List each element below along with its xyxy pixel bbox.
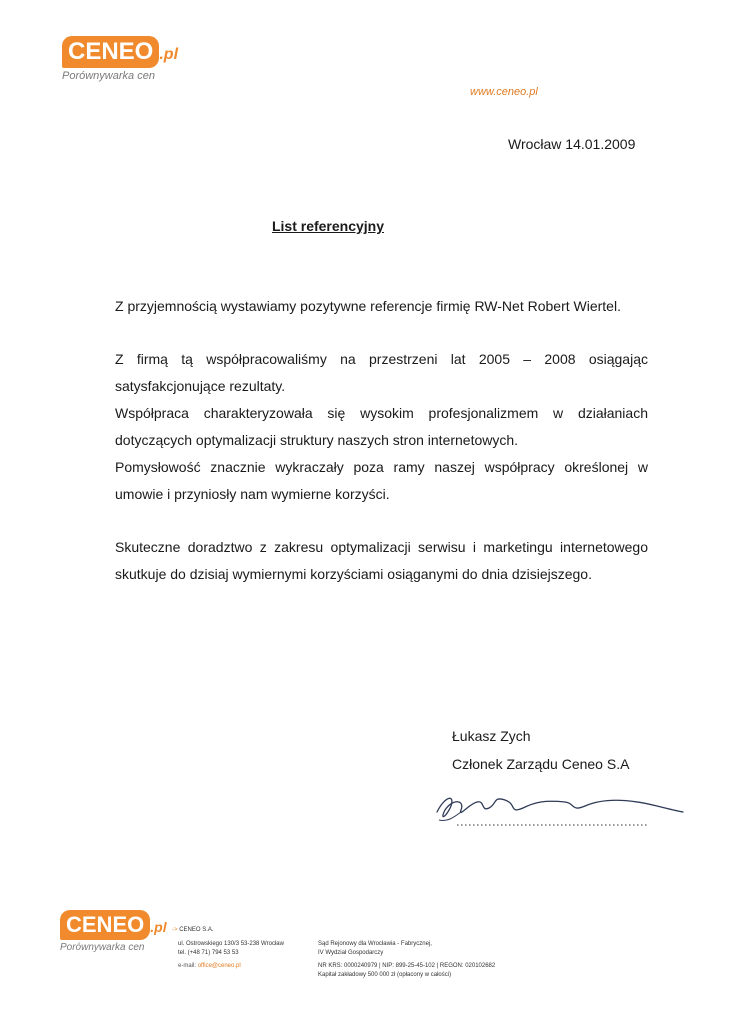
footer-address-block <box>178 940 284 958</box>
letter-title: List referencyjny <box>271 218 385 234</box>
cooperation-line-3: Pomysłowość znacznie wykraczały poza ramy naszej współpracy określonej w umowie i przyniosły nam wymierne korzyści. <box>115 459 648 502</box>
footer-address: ul. Ostrowskiego 130/3 53-238 Wrocław <box>178 941 284 947</box>
cooperation-line-1: Z firmą tą współpracowaliśmy na przestrzeni lat 2005 – 2008 osiągając satysfakcjonujące rezultaty. <box>115 351 648 394</box>
footer-email[interactable]: office@ceneo.pl <box>197 963 241 969</box>
logo-tagline: Porównywarka cen <box>62 70 155 82</box>
letter-date: Wrocław 14.01.2009 <box>508 136 636 152</box>
ceneo-logo-footer <box>60 910 167 953</box>
footer-court <box>318 940 432 958</box>
paragraph-references-text: Z przyjemnością wystawiamy pozytywne referencje firmię RW-Net Robert Wiertel. <box>115 298 621 314</box>
ceneo-logo-header <box>62 36 178 82</box>
footer-logo-suffix: .pl <box>150 919 167 935</box>
footer-capital: Kapitał zakładowy 500 000 zł (opłacony w całości) <box>318 972 452 978</box>
footer-email-block <box>178 962 241 971</box>
footer-registry: NR KRS: 0000240979 | NIP: 899-25-45-102 | REGON: 020102682 <box>318 963 496 969</box>
cooperation-line-2: Współpraca charakteryzowała się wysokim profesjonalizmem w działaniach dotyczących optymalizacji struktury naszych stron internetowych. <box>115 405 648 448</box>
footer-company <box>172 926 214 935</box>
arrow-icon: -> <box>172 927 178 933</box>
signatory-role: Członek Zarządu Ceneo S.A <box>452 756 630 772</box>
logo-brand: CENEO <box>62 36 159 68</box>
footer-registry-block <box>318 962 495 980</box>
footer-logo-brand: CENEO <box>60 910 150 940</box>
logo-suffix: .pl <box>159 46 179 63</box>
handwritten-signature <box>425 782 690 832</box>
paragraph-consulting: Skuteczne doradztwo z zakresu optymalizacji serwisu i marketingu internetowego skutkuje do dzisiaj wymiernymi korzyściami osiąganymi do dnia dzisiejszego. <box>115 539 648 582</box>
footer-court-line-1: Sąd Rejonowy dla Wrocławia - Fabrycznej, <box>318 941 432 947</box>
paragraph-cooperation <box>115 346 648 508</box>
website-url: www.ceneo.pl <box>470 86 538 98</box>
footer-phone: tel. (+48 71) 794 53 53 <box>178 950 239 956</box>
footer-company-name: CENEO S.A. <box>179 927 214 933</box>
footer-logo-tagline: Porównywarka cen <box>60 942 145 953</box>
letter-body <box>115 293 648 588</box>
footer-court-line-2: IV Wydział Gospodarczy <box>318 950 384 956</box>
signatory-name: Łukasz Zych <box>452 728 531 744</box>
footer-email-label: e-mail: <box>178 963 197 969</box>
paragraph-references <box>115 293 648 320</box>
